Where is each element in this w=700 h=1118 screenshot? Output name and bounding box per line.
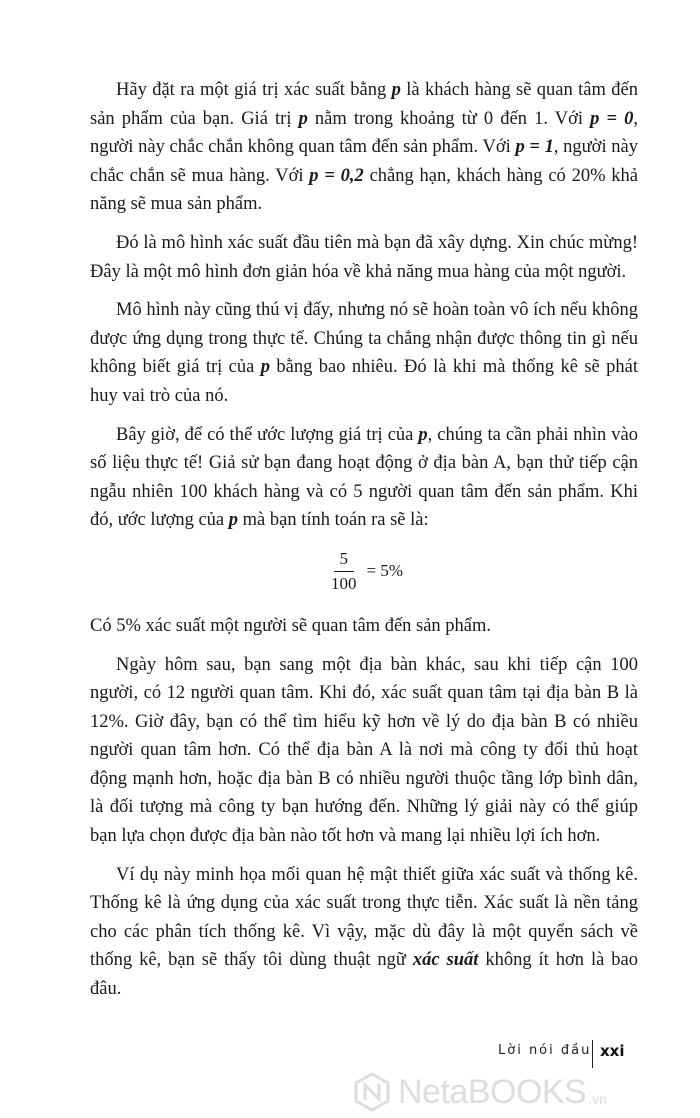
emphasis-text: p [298,108,308,129]
text-run: Có 5% xác suất một người sẽ quan tâm đến sản phẩm. [90,615,492,636]
paragraphs-bottom [90,612,638,1004]
watermark-brand: NetaBOOKS [398,1072,587,1111]
text-run: mà bạn tính toán ra sẽ là: [238,510,429,531]
netabooks-logo-icon [352,1072,392,1112]
paragraph [90,651,638,851]
fraction-numerator: 5 [334,549,355,572]
paragraph [90,861,638,1004]
emphasis-text: p = 1 [515,137,554,158]
formula-result: = 5% [366,561,403,581]
text-run: Mô hình này cũng thú vị đấy, nhưng nó sẽ hoàn toàn vô ích nếu không được ứng dụng trong thực tế. Chúng ta chẳng nhận được thông tin gì nếu không biết giá trị của [90,300,638,378]
text-run: Ngày hôm sau, bạn sang một địa bàn khác, sau khi tiếp cận 100 người, có 12 người quan tâm. Khi đó, xác suất quan tâm tại địa bàn B là 12%. Giờ đây, bạn có thể tìm hiểu kỹ hơn về lý do địa bàn B có nhiều người quan tâm hơn. Có thể địa bàn A là nơi mà công ty đối thủ hoạt động mạnh hơn, hoặc địa bàn B có nhiều người thuộc tầng lớp bình dân, là đối tượng mà công ty bạn hướng đến. Những lý giải này có thể giúp bạn lựa chọn được địa bàn nào tốt hơn và mang lại nhiều lợi ích hơn. [90,654,638,847]
page-body [90,76,638,1014]
fraction-denominator: 100 [331,573,357,593]
page-number: xxi [600,1042,625,1060]
text-run: , người này chắc chắn không quan tâm đến sản phẩm. Với [90,108,639,158]
paragraph [90,612,638,641]
text-run: không ít hơn là bao đâu. [90,950,639,1000]
text-run: , chúng ta cần phải nhìn vào số liệu thực tế! Giả sử bạn đang hoạt động ở địa bàn A, bạn thử tiếp cận ngẫu nhiên 100 khách hàng và có 5 người quan tâm đến sản phẩm. Khi đó, ước lượng của [90,424,638,531]
page-footer [0,1040,700,1070]
text-run: là khách hàng sẽ quan tâm đến sản phẩm của bạn. Giá trị [90,80,638,129]
footer-divider [592,1040,593,1068]
text-run: bằng bao nhiêu. Đó là khi mà thống kê sẽ phát huy vai trò của nó. [90,357,638,406]
emphasis-text: p = 0,2 [309,165,364,186]
paragraph [90,421,638,535]
text-run: , người này chắc chắn sẽ mua hàng. Với [90,137,638,186]
paragraphs-top [90,76,638,535]
text-run: Hãy đặt ra một giá trị xác suất bằng [116,80,392,100]
paragraph [90,296,638,410]
watermark-suffix: .vn [588,1091,607,1107]
emphasis-text: xác suất [412,950,479,971]
text-run: nằm trong khoảng từ 0 đến 1. Với [307,108,591,129]
text-run: Đó là mô hình xác suất đầu tiên mà bạn đã xây dựng. Xin chúc mừng! Đây là một mô hình đơn giản hóa về khả năng mua hàng của một người. [90,232,638,282]
emphasis-text: p [228,510,239,531]
paragraph [90,76,638,219]
text-run: Ví dụ này minh họa mối quan hệ mật thiết giữa xác suất và thống kê. Thống kê là ứng dụng của xác suất trong thực tiễn. Xác suất là nền tảng cho các phân tích thống kê. Vì vậy, mặc dù đây là một quyển sách về thống kê, bạn sẽ thấy tôi dùng thuật ngữ [90,864,638,971]
fraction [325,549,363,594]
emphasis-text: p [391,80,401,100]
formula [90,549,638,594]
footer-section-title: Lời nói đầu [498,1043,592,1058]
text-run: chẳng hạn, khách hàng có 20% khả năng sẽ mua sản phẩm. [90,165,638,215]
emphasis-text: p [418,424,428,445]
paragraph [90,229,638,286]
emphasis-text: p = 0 [590,108,634,129]
text-run: Bây giờ, để có thể ước lượng giá trị của [116,424,419,445]
watermark [352,1072,692,1112]
emphasis-text: p [260,357,271,378]
